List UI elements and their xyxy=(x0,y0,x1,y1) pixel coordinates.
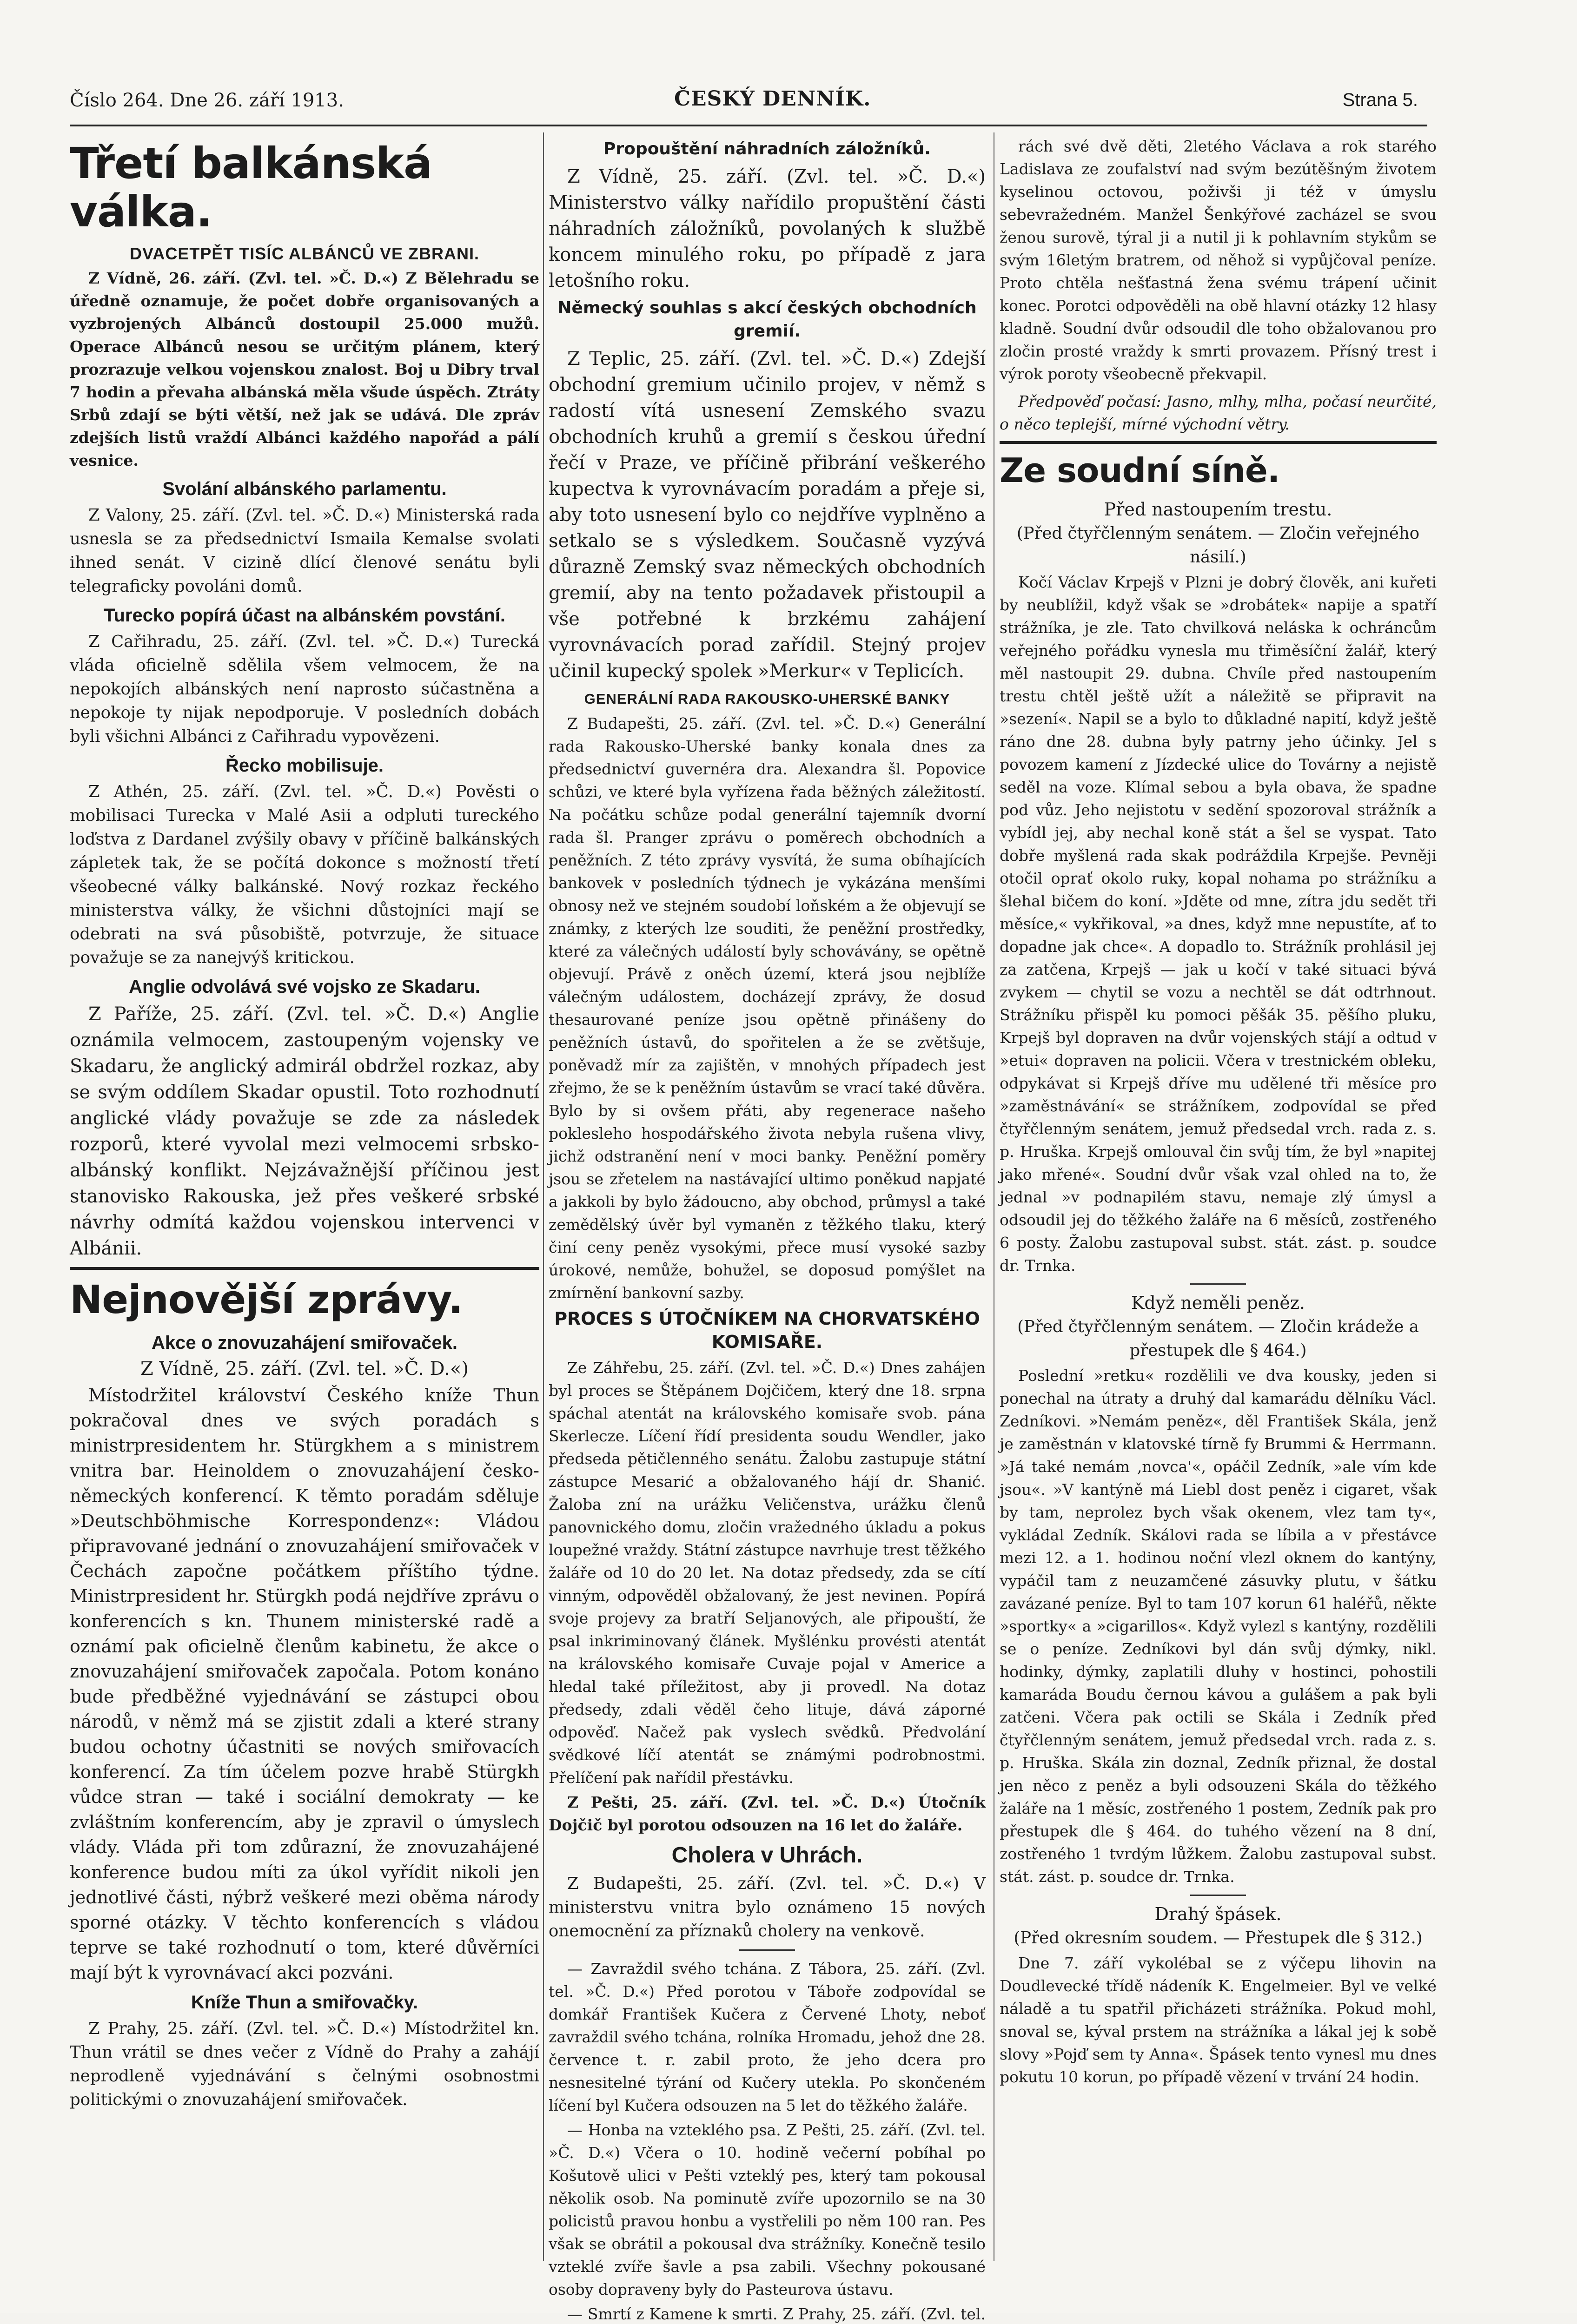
article-body: — Honba na vzteklého psa. Z Pešti, 25. září. (Zvl. tel. »Č. D.«) Včera o 10. hodině večerní pobíhal po Košutově ulici v Pešti vzteklý pes, který tam pokousal několik osob. Na pominutě zvíře upozornilo se na 30 policistů pravou honbu a vystřelili po něm 100 ran. Pes však se obrátil a pokousal dva strážníky. Konečně tesilo vzteklé zvíře šavle a psa zabili. Všechny pokousané osoby dopraveny byly do Pasteurova ústavu. xyxy=(549,2121,986,2298)
article-headline: Akce o znovuzahájení smiřovaček. xyxy=(151,1333,458,1353)
article-body: Z Vídně, 25. září. (Zvl. tel. »Č. D.«) Ministerstvo války nařídilo propuštění části náhradních záložníků, povolaných k službě koncem minulého roku, po případě z jara letošního roku. xyxy=(549,166,986,291)
article-body: Z Budapešti, 25. září. (Zvl. tel. »Č. D.«) Generální rada Rakousko-Uherské banky konala dnes za předsednictví guvernéra dra. Alexandra šl. Popovice schůzi, ve které byla vyřízena řada běžných záležitostí. Na počátku schůze podal generální tajemník dvorní rada šl. Pranger zprávu o poměrech obchodních a peněžních. Z této zprávy vysvítá, že suma obíhajících bankovek v posledních týdnech je vykázána menšími obnosy než ve stejném soudobí loňském a že objevují se známky, z kterých lze souditi, že peněžní prostředky, které za válečných událostí byly schovávány, se opětně objevují. Právě z oněch území, která jsou nejblíže válečným událostem, docházejí zprávy, že dosud thesaurované peníze jsou opětně přinášeny do peněžních ústavů, do spořitelen a že se zvětšuje, poněvadž mír za zajištěn, v mnohých případech jest zřejmo, že se k peněžním ústavům se vrací také důvěra. Bylo by si ovšem přáti, aby regenerace našeho poklesleho hospodářského života nebyla rušena vlivy, jichž odstranění není v moci banky. Peněžní poměry jsou se zřetelem na nastávající ultimo poněkud napjaté a jakkoli by bylo žádoucno, aby obchod, průmysl a také zemědělský úvěr byl vymaněn z těžkého tlaku, který činí ceny peněz vysokými, přece musí vysoké sazby úrokové, nemůže, bohužel, se doposud pomýšlet na zmírnění bankovní sazby. xyxy=(549,714,986,1302)
article-body: Z Valony, 25. září. (Zvl. tel. »Č. D.«) Ministerská rada usnesla se za předsednictví Ismaila Kemalse svolati ihned senát. V cizině dlící členové senátu byli telegraficky povoláni domů. xyxy=(70,506,539,596)
article-headline: PROCES S ÚTOČNÍKEM NA CHORVATSKÉHO KOMISAŘE. xyxy=(554,1308,980,1352)
article-body: — Smrtí z Kamene k smrti. Z Prahy, 25. září. (Zvl. tel. xyxy=(567,2305,986,2323)
article-headline: GENERÁLNÍ RADA RAKOUSKO-UHERSKÉ BANKY xyxy=(584,691,950,707)
article-body: rách své dvě děti, 2letého Václava a rok starého Ladislava ze zoufalství nad svým bezútěšným životem kyselinou octovou, poživši ji též v úmyslu sebevražedném. Manžel Šenkýřové zacházel se svou ženou surově, týral ji a nutil ji k pohlavním stykům se svým 16letým bratrem, od něhož si vypůjčoval peníze. Proto chtěla nešťastná žena svému trápení učinit konec. Porotci odpověděli na obě hlavní otázky 12 hlasy kladně. Soudní dvůr odsoudil dle toho obžalovanou pro zločin prosté vraždy k smrti provazem. Přísný trest i výrok poroty všeobecně překvapil. xyxy=(1000,137,1437,383)
separator xyxy=(739,1949,795,1951)
column-2 xyxy=(549,135,986,2323)
section-title-court: Ze soudní síně. xyxy=(1000,451,1280,490)
article-body: Poslední »retku« rozdělili ve dva kousky, jeden si ponechal na útraty a druhý dal kamarádu dělníku Václ. Zedníkovi. »Nemám peněz«, děl František Skála, jenž je zaměstnán v klatovské tírně fy Brummi & Herrmann. »Já také nemám ,novca'«, opáčil Zedník, »ale vím kde jsou«. »V kantýně má Liebl dost peněz i cigaret, však by tam, neprolez bych však okenem, vlez tam ty«, vykládal Zedník. Skálovi rada se líbila a v přestávce mezi 12. a 1. hodinou noční vlezl oknem do kantýny, vypáčil tam z neuzamčené zásuvky plutu, v šátku zavázané peníze. Byl to tam 107 korun 61 haléřů, někte »sportky« a »cigarillos«. Když vylezl s kantýny, rozdělili se o peníze. Zedníkovi byl dán svůj dýmky, nikl. hodinky, dýmky, zaplatili dluhy v hostinci, pohostili kamaráda Boudu černou kávou a gulášem a pak byli zatčeni. Včera pak octili se Skála i Zedník před čtyřčlenným senátem, jemuž předsedal vrch. rada z. s. p. Hruška. Skála zin doznal, Zedník přiznal, že dostal jen něco z peněz a byli odsouzeni Skála do těžkého žaláře na 1 měsíc, zostřeného 1 postem, Zedník pak pro přestupek dle § 464. do tuhého vězení na 8 dní, zostřeného 1 tvrdým lůžkem. Žalobu zastupoval subst. stát. zást. p. soudce dr. Trnka. xyxy=(1000,1367,1437,1886)
column-3 xyxy=(1000,135,1437,2264)
article-headline: Před nastoupením trestu. xyxy=(1104,499,1332,520)
separator xyxy=(1190,1283,1246,1285)
article-body: Ze Záhřebu, 25. září. (Zvl. tel. »Č. D.«) Dnes zahájen byl proces se Štěpánem Dojčičem, který dne 18. srpna spáchal atentát na královského komisaře svob. pána Skerlecze. Líčení řídí presidenta soudu Wendler, jako předseda pětičlenného senátu. Žalobu zastupuje státní zástupce Mesarić a obžalovaného hájí dr. Shanić. Žaloba zní na urážku Veličenstva, urážku členů panovnického domu, zločin vražedného úkladu a pokus loupežné vraždy. Státní zástupce navrhuje trest těžkého žaláře od 10 do 20 let. Na dotaz předsedy, zda se cítí vinným, odpověděl obžalovaný, že jest nevinen. Popírá svoje projevy za bratří Seljanových, ale připouští, že psal inkriminovaný článek. Myšlénku provésti atentát na královského komisaře Cuvaje pojal v Americe a hledal také příležitost, aby ji provedl. Na dotaz předsedy, zdali věděl čeho lituje, dává záporné odpověď. Načež pak vyslech svědků. Předvolání svědkové líčí atentát se známými podrobnostmi. Přelíčení pak nařídil přestávku. xyxy=(549,1359,986,1787)
section-rule xyxy=(70,1267,539,1270)
article-headline: Propouštění náhradních záložníků. xyxy=(603,139,931,158)
separator xyxy=(1190,1895,1246,1896)
issue-info: Číslo 264. Dne 26. září 1913. xyxy=(70,90,344,111)
article-body: Z Pešti, 25. září. (Zvl. tel. »Č. D.«) Útočník Dojčič byl porotou odsouzen na 16 let do žaláře. xyxy=(549,1793,986,1834)
article-headline: DVACETPĚT TISÍC ALBÁNCŮ VE ZBRANI. xyxy=(129,244,479,263)
article-body: Dne 7. září vykolébal se z výčepu lihovin na Doudlevecké třídě nádeník K. Engelmeier. Byl ve velké náladě a tu spatřil přicházeti strážníka. Pokud mohl, snoval se, kýval prstem na strážníka a lákal jej k sobě slovy »Pojď sem ty Anna«. Špásek tento vynesl mu dnes pokutu 10 korun, po případě vězení v trvání 24 hodin. xyxy=(1000,1954,1437,2086)
article-body: Z Athén, 25. září. (Zvl. tel. »Č. D.«) Pověsti o mobilisaci Turecka v Malé Asii a odpluti tureckého loďstva z Dardanel zvýšily obavy v příčině balkánských zápletek tak, že se počítá dokonce s možností třetí všeobecné války balkánské. Nový rozkaz řeckého ministerstva války, že všichni důstojníci mají se odebrati na svá působiště, potvrzuje, že situace považuje se za nanejvýš kritickou. xyxy=(70,782,539,967)
article-headline: Anglie odvolává své vojsko ze Skadaru. xyxy=(129,977,480,997)
article-body: Z Cařihradu, 25. září. (Zvl. tel. »Č. D.«) Turecká vláda oficielně sdělila všem velmocem, že na nepokojích albánských není naprosto súčastněna a nepokoje ty nijak nepodporuje. V posledních dobách byli všichni Albánci z Cařihradu vypovězeni. xyxy=(70,632,539,746)
section-title-latest-news: Nejnovější zprávy. xyxy=(70,1277,463,1322)
article-headline: Svolání albánského parlamentu. xyxy=(162,479,447,499)
article-subhead: (Před čtyřčlenným senátem. — Zločin veřejného násilí.) xyxy=(1016,524,1420,567)
section-title-balkan-war: Třetí balkánská válka. xyxy=(70,139,432,237)
article-dateline: Z Vídně, 25. září. (Zvl. tel. »Č. D.«) xyxy=(140,1358,469,1380)
article-headline: Kníže Thun a smiřovačky. xyxy=(191,1992,418,2013)
masthead: ČESKÝ DENNÍK. xyxy=(674,87,871,111)
article-body: Místodržitel království Českého kníže Thun pokračoval dnes ve svých poradách s ministrpresidentem hr. Stürgkhem a s ministrem vnitra bar. Heinoldem o znovuzahájení česko-německých konferencí. K těmto poradám sděluje »Deutschböhmische Korrespondenz«: Vládou připravované jednání o znovuzahájení smiřovaček v Čechách započne počátkem příštího týdne. Ministrpresident hr. Stürgkh podá nejdříve zprávu o konferencích s kn. Thunem ministerské radě a oznámí pak oficielně členům kabinetu, že akce o znovuzahájení smiřovaček započala. Potom konáno bude předběžné vyjednávání se zástupci obou národů, v němž má se zjistit zdali a které strany budou ochotny účastniti se nových smiřovacích konferencí. Za tím účelem pozve hrabě Stürgkh vůdce stran — také i sociální demokraty — ke zvláštním konferencím, aby je zpravil o úmyslech vlády. Vláda při tom zdůrazní, že znovuzahájené konference budou míti za úkol vyřídit nikoli jen jednotlivé části, nýbrž veškeré mezi oběma národy sporné otázky. V těchto konferencích s vládou teprve se také rozhodnutí o tom, které důvěrníci mají být k vyrovnávací akci pozváni. xyxy=(70,1385,539,1983)
article-headline: Když neměli peněz. xyxy=(1131,1293,1305,1313)
article-headline: Turecko popírá účast na albánském povstání. xyxy=(104,605,505,626)
article-subhead: (Před čtyřčlenným senátem. — Zločin krádeže a přestupek dle § 464.) xyxy=(1017,1317,1419,1360)
article-headline: Německý souhlas s akcí českých obchodních gremií. xyxy=(557,298,977,341)
section-rule xyxy=(1000,441,1437,444)
article-body: Z Prahy, 25. září. (Zvl. tel. »Č. D.«) Místodržitel kn. Thun vrátil se dnes večer z Vídně do Prahy a zahájí neprodleně vyjednávání s čelnými osobnostmi politickými o znovuzahájení smiřovaček. xyxy=(70,2019,539,2109)
article-headline: Cholera v Uhrách. xyxy=(671,1843,863,1868)
weather-forecast: Předpověď počasí: Jasno, mlhy, mlha, počasí neurčité, o něco teplejší, mírné východní větry. xyxy=(1000,392,1437,433)
column-rule-1 xyxy=(543,132,544,2261)
header-rule xyxy=(70,125,1427,126)
article-subhead: (Před okresním soudem. — Přestupek dle § 312.) xyxy=(1014,1928,1423,1948)
article-body: Kočí Václav Krpejš v Plzni je dobrý člověk, ani kuřeti by neublížil, když však se »drobátek« napije a spatří strážníka, je zle. Tato chvilková neláska k ochráncům veřejného pořádku vynesla mu třiměsíční žalář, který měl nastoupit 29. dubna. Chvíle před nastoupením trestu chtěl ještě užít a náležitě se připravit na »sezení«. Napil se a bylo to důkladné napití, když ještě ráno dne 28. dubna byly patrny jeho účinky. Jel s povozem kamení z Jízdecké ulice do Továrny a nejistě seděl na voze. Klímal sebou a byla obava, že spadne pod vůz. Jeho nejistotu v sedění spozoroval strážník a vybídl jej, aby nechal koně stát a šel se vyspat. Tato dobře myšlená rada skak podráždila Krpejše. Pevněji otočil oprať okolo ruky, kopal nohama po strážníku a šlehal bičem do koní. »Jděte od mne, zítra jdu sedět tři měsíce,« vykřikoval, »a dnes, když mne nepustíte, ať to dopadne jak chce«. A dopadlo to. Strážník prohlásil jej za zatčena, Krpejš — jak u kočí v také situaci bývá zvykem — chytil se vozu a nechtěl se dát odtrhnout. Strážníku přispěl ku pomoci pěšák 35. pěšího pluku, Krpejš byl dopraven na dvůr vojenských stájí a odtud v »etui« dopraven na policii. Včera v trestnickém obleku, odpykávat si Krpejš dříve mu udělené tři měsíce pro »zaměstnávání« se strážníkem, zodpovídal se před čtyřčlenným senátem, jemuž předsedal vrch. rada z. s. p. Hruška. Krpejš omlouval čin svůj tím, že byl »napitej jako mřené«. Soudní dvůr však vzal ohled na to, že jednal »v podnapilém stavu, nemaje zlý úmysl a odsoudil jej do těžkého žaláře na 6 měsíců, zostřeného 6 posty. Žalobu zastupoval subst. stát. zást. p. soudce dr. Trnka. xyxy=(1000,573,1437,1274)
article-headline: Drahý špásek. xyxy=(1154,1904,1282,1924)
article-body: Z Vídně, 26. září. (Zvl. tel. »Č. D.«) Z Bělehradu se úředně oznamuje, že počet dobře organisovaných a vyzbrojených Albánců dostoupil 25.000 mužů. Operace Albánců nesou se určitým plánem, který prozrazuje velkou vojenskou znalost. Boj u Dibry trval 7 hodin a převaha albánská měla všude úspěch. Ztráty Srbů zdají se býti větší, než jak se udává. Dle zpráv zdejších listů vraždí Albánci každého napořád a pálí vesnice. xyxy=(70,269,539,469)
page-number: Strana 5. xyxy=(1342,90,1418,110)
page-header xyxy=(70,81,1418,123)
article-body: Z Budapešti, 25. září. (Zvl. tel. »Č. D.«) V ministerstvu vnitra bylo oznámeno 15 nových onemocnění za příznaků cholery na venkově. xyxy=(549,1874,986,1941)
article-body: — Zavraždil svého tchána. Z Tábora, 25. září. (Zvl. tel. »Č. D.«) Před porotou v Táboře zodpovídal se domkář František Kučera z Červené Lhoty, neboť zavraždil svého tchána, rolníka Hromadu, jehož dne 28. července t. r. zabil proto, že jeho dcera pro nesnesitelné týrání od Kučery utekla. Po skončeném líčení byl Kučera odsouzen na 5 let do těžkého žaláře. xyxy=(549,1960,986,2114)
article-body: Z Paříže, 25. září. (Zvl. tel. »Č. D.«) Anglie oznámila velmocem, zastoupeným vojensky ve Skadaru, že anglický admirál obdržel rozkaz, aby se svým oddílem Skadar opustil. Toto rozhodnutí anglické vlády považuje se zde za následek rozporů, které vyvolal mezi velmocemi srbsko-albánský konflikt. Nejzávažnější příčinou jest stanovisko Rakouska, jež přes veškeré srbské návrhy odmítá každou vojenskou intervenci v Albánii. xyxy=(70,1004,539,1259)
article-body: Z Teplic, 25. září. (Zvl. tel. »Č. D.«) Zdejší obchodní gremium učinilo projev, v němž s radostí vítá usnesení Zemského svazu obchodních kruhů a gremií s českou úřední řečí v Praze, ve příčině přibrání veškerého kupectva k vyrovnávacím poradám a přeje si, aby toto usnesení bylo co nejdříve vyplněno a setkalo se s výsledkem. Současně vyzývá důrazně Zemský svaz německých obchodních gremií, aby na tento požadavek přistoupil a vše potřebné k brzkému zahájení vyrovnávacích porad zařídil. Stejný projev učinil kupecký spolek »Merkur« v Teplicích. xyxy=(549,348,986,682)
column-1 xyxy=(70,135,539,2264)
article-headline: Řecko mobilisuje. xyxy=(225,755,384,776)
